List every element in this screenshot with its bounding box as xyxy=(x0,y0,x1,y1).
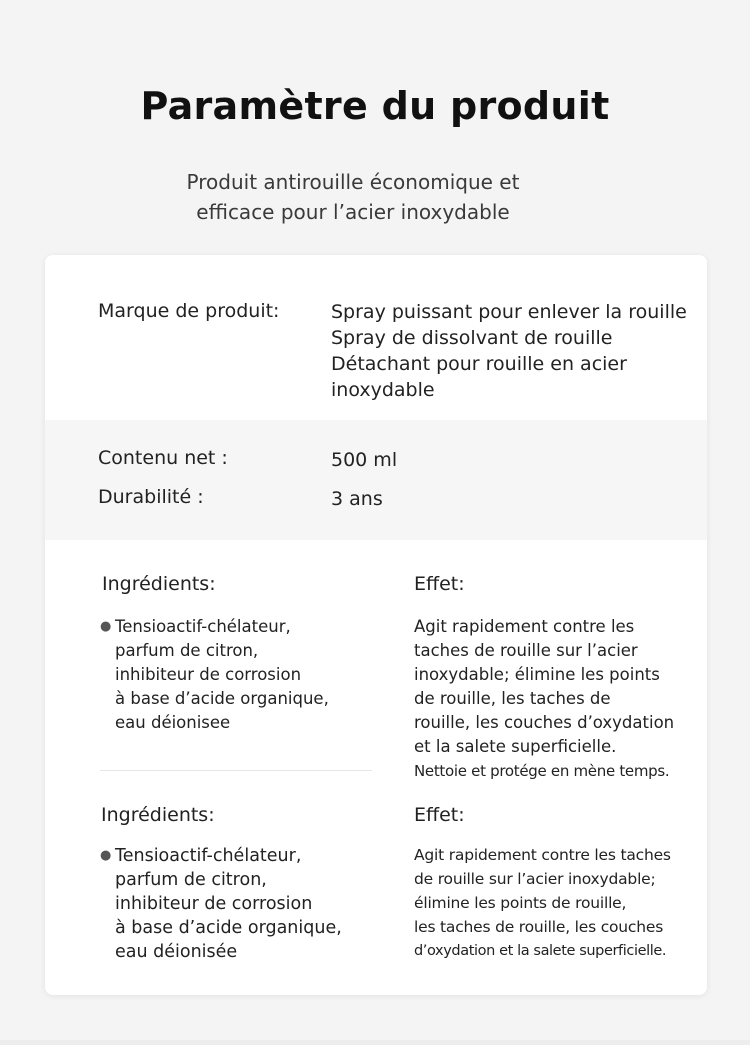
effect-line: inoxydable; élimine les points xyxy=(414,665,660,684)
content-durability-row xyxy=(45,420,707,540)
page-title: Paramètre du produit xyxy=(140,84,610,128)
durability-value: 3 ans xyxy=(331,488,383,510)
subtitle-line: efficace pour l’acier inoxydable xyxy=(196,200,510,224)
effect-line: de rouille, les taches de xyxy=(414,689,611,708)
ingredients-line: parfum de citron, xyxy=(115,870,267,890)
brand-values xyxy=(331,299,687,403)
brand-value-line: inoxydable xyxy=(331,379,435,401)
ingredients-list xyxy=(100,615,329,735)
effect-line: Nettoie et protége en mène temps. xyxy=(414,762,670,780)
effect-title: Effet: xyxy=(414,573,465,595)
bottom-edge xyxy=(0,1040,750,1045)
effect-line: Agit rapidement contre les taches xyxy=(414,846,671,864)
effect-title: Effet: xyxy=(414,804,465,826)
effect-line: rouille, les couches d’oxydation xyxy=(414,713,675,732)
section-divider xyxy=(100,770,372,771)
ingredients-line: inhibiteur de corrosion xyxy=(115,894,313,914)
ingredients-line: eau déionisée xyxy=(115,942,238,962)
ingredients-list xyxy=(100,844,342,964)
spec-card xyxy=(45,255,707,995)
effect-line: de rouille sur l’acier inoxydable; xyxy=(414,870,656,888)
ingredients-line: à base d’acide organique, xyxy=(115,918,342,938)
page-subtitle xyxy=(0,167,706,227)
ingredients-line: Tensioactif-chélateur, xyxy=(115,617,291,636)
ingredients-line: parfum de citron, xyxy=(115,641,259,660)
effect-line: les taches de rouille, les couches xyxy=(414,918,664,936)
brand-value-line: Spray puissant pour enlever la rouille xyxy=(331,301,687,323)
ingredients-line: eau déionisee xyxy=(115,713,231,732)
effect-line: Agit rapidement contre les xyxy=(414,617,635,636)
subtitle-line: Produit antirouille économique et xyxy=(186,170,520,194)
net-content-value: 500 ml xyxy=(331,449,398,471)
effect-line: et la salete superficielle. xyxy=(414,737,617,756)
brand-value-line: Spray de dissolvant de rouille xyxy=(331,327,613,349)
effect-line: élimine les points de rouille, xyxy=(414,894,627,912)
bullet-icon: ● xyxy=(100,619,112,634)
bullet-icon: ● xyxy=(100,848,112,863)
ingredients-line: inhibiteur de corrosion xyxy=(115,665,302,684)
effect-line: taches de rouille sur l’acier xyxy=(414,641,638,660)
net-content-label: Contenu net : xyxy=(98,447,228,469)
durability-label: Durabilité : xyxy=(98,486,204,508)
ingredients-line: à base d’acide organique, xyxy=(115,689,329,708)
effect-text xyxy=(414,615,674,783)
ingredients-line: Tensioactif-chélateur, xyxy=(115,846,302,866)
ingredients-title: Ingrédients: xyxy=(101,804,215,826)
effect-line: d’oxydation et la salete superficielle. xyxy=(414,943,667,959)
brand-label: Marque de produit: xyxy=(98,300,280,322)
effect-text xyxy=(414,843,671,963)
brand-value-line: Détachant pour rouille en acier xyxy=(331,353,627,375)
ingredients-title: Ingrédients: xyxy=(102,573,216,595)
